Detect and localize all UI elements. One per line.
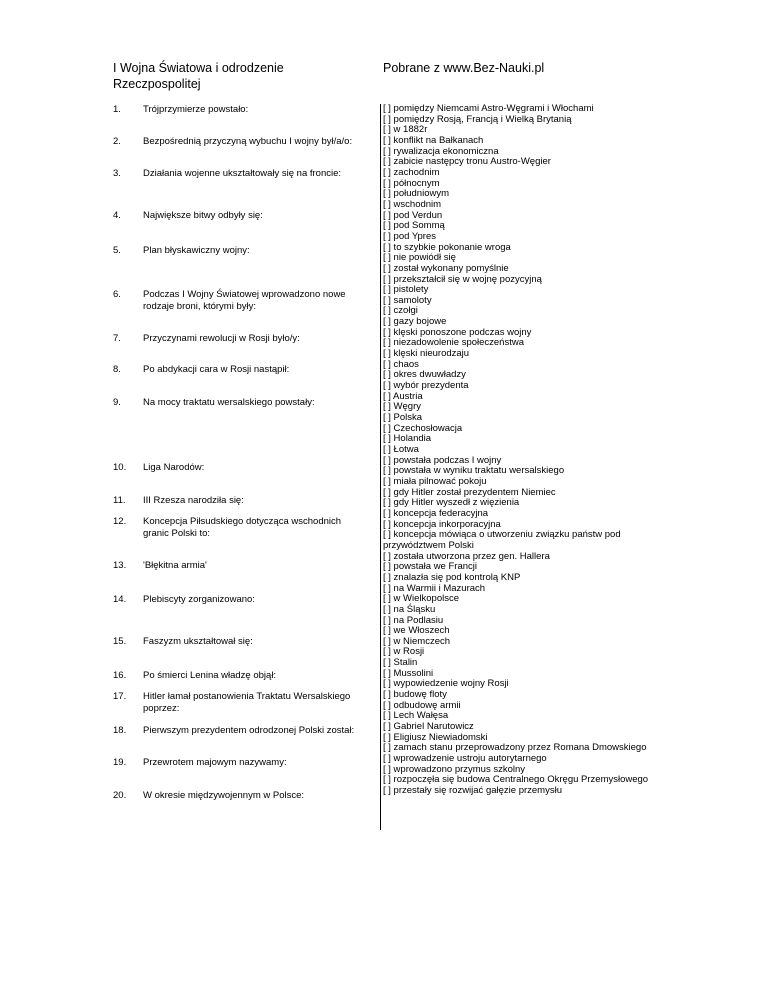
answer-option[interactable]: [ ] odbudowę armii bbox=[383, 699, 461, 711]
question-text: Bezpośrednią przyczyną wybuchu I wojny był/a/o: bbox=[143, 136, 353, 147]
answer-option[interactable]: [ ] miała pilnować pokoju bbox=[383, 475, 487, 487]
answer-option[interactable]: [ ] pomiędzy Niemcami Astro-Węgrami i Włochami bbox=[383, 103, 594, 114]
question-number: 19. bbox=[113, 757, 127, 768]
answer-option[interactable]: [ ] Węgry bbox=[383, 401, 422, 413]
answer-option[interactable]: [ ] Eligiusz Niewiadomski bbox=[383, 731, 488, 743]
title-line-2: Rzeczpospolitej bbox=[113, 77, 201, 91]
question-text: Największe bitwy odbyły się: bbox=[143, 210, 263, 221]
answer-option[interactable]: [ ] klęski ponoszone podczas wojny bbox=[383, 326, 532, 338]
source-label: Pobrane z www.Bez-Nauki.pl bbox=[383, 61, 545, 75]
answer-option[interactable]: [ ] rozpoczęła się budowa Centralnego Okręgu Przemysłowego bbox=[383, 774, 649, 786]
answer-option[interactable]: [ ] zabicie następcy tronu Austro-Węgier bbox=[383, 156, 551, 168]
answer-option[interactable]: [ ] chaos bbox=[383, 358, 419, 370]
answer-option[interactable]: [ ] Polska bbox=[383, 412, 423, 424]
answer-option[interactable]: [ ] czołgi bbox=[383, 305, 418, 317]
question-text: Trójprzymierze powstało: bbox=[143, 104, 249, 115]
answer-option[interactable]: [ ] Holandia bbox=[383, 433, 432, 445]
question-text: W okresie międzywojennym w Polsce: bbox=[143, 790, 305, 801]
answer-option[interactable]: [ ] pod Verdun bbox=[383, 209, 443, 221]
question-text: Przewrotem majowym nazywamy: bbox=[143, 757, 287, 768]
answer-option[interactable]: [ ] koncepcja federacyjna bbox=[383, 507, 489, 519]
question-text: Koncepcja Piłsudskiego dotycząca wschodnich granic Polski to: bbox=[143, 516, 342, 539]
answer-option[interactable]: [ ] północnym bbox=[383, 177, 440, 189]
question-number: 1. bbox=[113, 104, 121, 115]
question-number: 13. bbox=[113, 560, 127, 571]
question-number: 4. bbox=[113, 210, 121, 221]
answer-option[interactable]: [ ] znalazła się pod kontrolą KNP bbox=[383, 571, 521, 583]
answer-option[interactable]: [ ] przestały się rozwijać gałęzie przemysłu bbox=[383, 785, 562, 796]
question-number: 12. bbox=[113, 516, 127, 527]
question-text: Podczas I Wojny Światowej wprowadzono nowe rodzaje broni, którymi były: bbox=[143, 289, 346, 312]
answer-option[interactable]: [ ] na Warmii i Mazurach bbox=[383, 582, 486, 594]
answer-option[interactable]: [ ] na Śląsku bbox=[383, 603, 436, 615]
answer-option[interactable]: [ ] w Rosji bbox=[383, 646, 425, 658]
answer-option[interactable]: [ ] klęski nieurodzaju bbox=[383, 348, 470, 360]
answer-option[interactable]: [ ] Gabriel Narutowicz bbox=[383, 721, 474, 733]
document-title bbox=[113, 60, 363, 92]
question-number: 16. bbox=[113, 670, 127, 681]
answer-option[interactable]: [ ] pistolety bbox=[383, 284, 429, 296]
answer-option[interactable]: [ ] gdy Hitler został prezydentem Niemiec bbox=[383, 486, 556, 498]
question-number: 5. bbox=[113, 245, 121, 256]
answer-option[interactable]: [ ] konflikt na Bałkanach bbox=[383, 134, 484, 146]
question-number: 15. bbox=[113, 636, 127, 647]
question-text: Działania wojenne ukształtowały się na froncie: bbox=[143, 168, 342, 179]
answer-option[interactable]: [ ] Łotwa bbox=[383, 444, 419, 455]
question-text: 'Błękitna armia' bbox=[143, 560, 207, 571]
answers-column bbox=[383, 104, 673, 797]
question-number: 8. bbox=[113, 364, 121, 375]
answer-option[interactable]: [ ] pomiędzy Rosją, Francją i Wielką Brytanią bbox=[383, 113, 572, 125]
answer-option[interactable]: [ ] wprowadzono przymus szkolny bbox=[383, 763, 526, 775]
answer-option[interactable]: [ ] budowę floty bbox=[383, 689, 447, 701]
question-number: 11. bbox=[113, 495, 126, 506]
answer-option[interactable]: [ ] w 1882r bbox=[383, 124, 428, 136]
question-text: Po śmierci Lenina władzę objął: bbox=[143, 670, 277, 681]
answer-option[interactable]: [ ] pod Sommą bbox=[383, 220, 445, 232]
answer-option[interactable]: [ ] koncepcja inkorporacyjna bbox=[383, 518, 501, 530]
answer-option[interactable]: [ ] wschodnim bbox=[383, 198, 442, 210]
answer-option[interactable]: [ ] gazy bojowe bbox=[383, 316, 447, 328]
answer-option[interactable]: [ ] nie powiódł się bbox=[383, 252, 456, 264]
question-number: 6. bbox=[113, 289, 121, 300]
question-text: Po abdykacji cara w Rosji nastąpił: bbox=[143, 364, 290, 375]
answer-option[interactable]: [ ] w Wielkopolsce bbox=[383, 593, 460, 605]
answer-option[interactable]: [ ] to szybkie pokonanie wroga bbox=[383, 241, 511, 253]
answer-option[interactable]: [ ] wprowadzenie ustroju autorytarnego bbox=[383, 753, 547, 765]
question-text: Przyczynami rewolucji w Rosji było/y: bbox=[143, 333, 300, 344]
answer-option[interactable]: [ ] w Niemczech bbox=[383, 635, 451, 647]
answer-option[interactable]: [ ] powstała w wyniku traktatu wersalskiego bbox=[383, 465, 565, 477]
answer-option[interactable]: [ ] koncepcja mówiąca o utworzeniu związku państw pod przywództwem Polski bbox=[383, 529, 621, 551]
question-text: Plebiscyty zorganizowano: bbox=[143, 594, 255, 605]
answer-option[interactable]: [ ] na Podlasiu bbox=[383, 614, 444, 626]
question-text: Plan błyskawiczny wojny: bbox=[143, 245, 250, 256]
question-number: 2. bbox=[113, 136, 121, 147]
answer-option[interactable]: [ ] samoloty bbox=[383, 294, 432, 306]
answer-option[interactable]: [ ] rywalizacja ekonomiczna bbox=[383, 145, 499, 157]
question-text: Pierwszym prezydentem odrodzonej Polski został: bbox=[143, 725, 355, 736]
answer-option[interactable]: [ ] Lech Wałęsa bbox=[383, 710, 449, 722]
answer-option[interactable]: [ ] został wykonany pomyślnie bbox=[383, 262, 509, 274]
answer-option[interactable]: [ ] pod Ypres bbox=[383, 230, 436, 242]
answer-option[interactable]: [ ] zamach stanu przeprowadzony przez Romana Dmowskiego bbox=[383, 742, 647, 754]
question-number: 14. bbox=[113, 594, 127, 605]
question-text: Hitler łamał postanowienia Traktatu Wersalskiego poprzez: bbox=[143, 691, 351, 714]
answer-option[interactable]: [ ] wypowiedzenie wojny Rosji bbox=[383, 678, 509, 690]
answer-option[interactable]: [ ] powstała we Francji bbox=[383, 561, 477, 573]
answer-option[interactable]: [ ] Mussolini bbox=[383, 667, 434, 679]
question-number: 7. bbox=[113, 333, 121, 344]
question-text: Faszyzm ukształtował się: bbox=[143, 636, 253, 647]
answer-option[interactable]: [ ] niezadowolenie społeczeństwa bbox=[383, 337, 525, 349]
title-line-1: I Wojna Światowa i odrodzenie bbox=[113, 61, 284, 75]
answer-option[interactable]: [ ] we Włoszech bbox=[383, 625, 450, 637]
column-divider bbox=[380, 104, 381, 830]
question-text: Liga Narodów: bbox=[143, 462, 205, 473]
answer-option[interactable]: [ ] gdy Hitler wyszedł z więzienia bbox=[383, 497, 520, 509]
question-text: Na mocy traktatu wersalskiego powstały: bbox=[143, 397, 315, 408]
answer-option[interactable]: [ ] Czechosłowacja bbox=[383, 422, 463, 434]
question-number: 20. bbox=[113, 790, 127, 801]
answer-option[interactable]: [ ] zachodnim bbox=[383, 166, 440, 178]
question-number: 9. bbox=[113, 397, 121, 408]
question-number: 18. bbox=[113, 725, 127, 736]
answer-option[interactable]: [ ] Stalin bbox=[383, 657, 418, 669]
answer-option[interactable]: [ ] Austria bbox=[383, 390, 423, 402]
answer-option[interactable]: [ ] została utworzona przez gen. Hallera bbox=[383, 550, 550, 562]
answer-option[interactable]: [ ] okres dwuwładzy bbox=[383, 369, 466, 381]
answer-option[interactable]: [ ] wybór prezydenta bbox=[383, 380, 469, 392]
answer-option[interactable]: [ ] powstała podczas I wojny bbox=[383, 454, 502, 466]
question-number: 10. bbox=[113, 462, 127, 473]
question-number: 3. bbox=[113, 168, 121, 179]
question-number: 17. bbox=[113, 691, 127, 702]
question-text: III Rzesza narodziła się: bbox=[143, 495, 244, 506]
answer-option[interactable]: [ ] przekształcił się w wojnę pozycyjną bbox=[383, 273, 542, 285]
answer-option[interactable]: [ ] południowym bbox=[383, 188, 450, 200]
